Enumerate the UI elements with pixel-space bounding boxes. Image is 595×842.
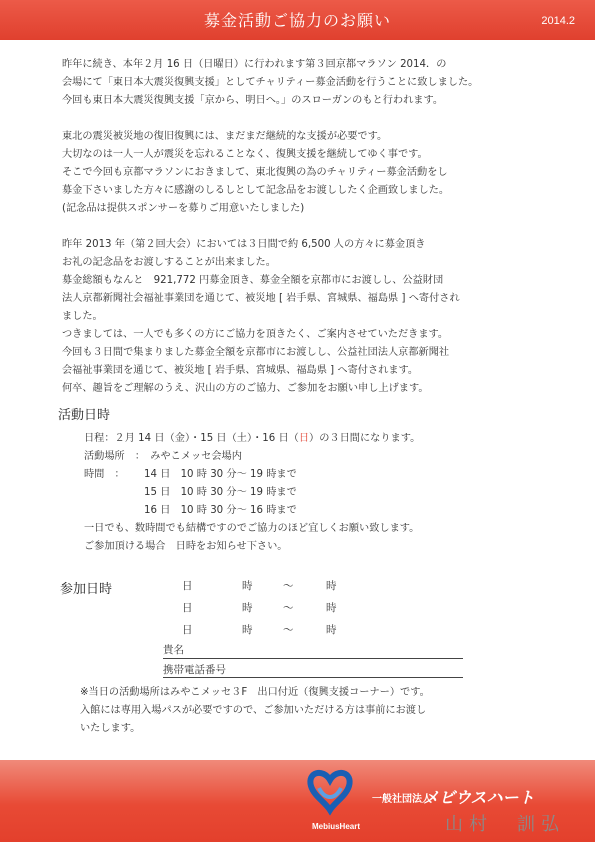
results-line: 募金総額もなんと 921,772 円募金頂き、募金全額を京都市にお渡しし、公益財団: [62, 275, 444, 286]
results-line: お礼の記念品をお渡しすることが出来ました。: [62, 257, 276, 268]
name-field-line[interactable]: [163, 658, 463, 659]
intro-line: 今回も東日本大震災復興支援「京から、明日へ。」のスローガンのもと行われます。: [62, 95, 444, 106]
phone-field-label: 携帯電話番号: [163, 664, 226, 676]
intro-line: 会場にて「東日本大震災復興支援」としてチャリティー募金活動を行うことに致しました。: [62, 77, 479, 88]
hour-end-label: 時: [326, 602, 337, 614]
results-line: 何卒、趣旨をご理解のうえ、沢山の方のご協力、ご参加をお願い申し上げます。: [62, 383, 429, 394]
activity-heading: 活動日時: [58, 408, 111, 423]
time-day-15: 15 日 10 時 30 分～ 19 時まで: [144, 487, 297, 498]
page-title: 募金活動ご協力のお願い: [203, 11, 391, 30]
support-line: 東北の震災被災地の復旧復興には、まだまだ継続的な支援が必要です。: [62, 131, 388, 142]
time-day-14: 14 日 10 時 30 分～ 19 時まで: [144, 469, 297, 480]
venue-line: 活動場所 ： みやこメッセ会場内: [84, 451, 242, 462]
signature: 山村 訓弘: [445, 814, 565, 835]
mebius-heart-logo-icon: [305, 766, 355, 822]
hour-label: 時: [242, 624, 253, 636]
hour-label: 時: [242, 602, 253, 614]
support-line: そこで今回も京都マラソンにおきまして、東北復興の為のチャリティー募金活動をし: [62, 167, 448, 178]
day-label: 日: [182, 624, 193, 636]
schedule-suffix: ）の３日間になります。: [309, 433, 421, 444]
note-line: ※当日の活動場所はみやこメッセ３F 出口付近（復興支援コーナー）です。: [80, 687, 430, 698]
results-paragraph: [62, 236, 542, 398]
results-line: 法人京都新聞社会福祉事業団を通じて、被災地 [ 岩手県、宮城県、福島県 ] へ寄付され: [62, 293, 460, 304]
support-line: (記念品は提供スポンサーを募りご用意いたしました): [62, 203, 305, 214]
support-line: 募金下さいました方々に感謝のしるしとして記念品をお渡ししたく企画致しました。: [62, 185, 450, 196]
time-day-16: 16 日 10 時 30 分～ 16 時まで: [144, 505, 297, 516]
tilde-label: ～: [283, 580, 294, 592]
intro-paragraph: [62, 56, 542, 110]
note-line: 入館には専用入場パスが必要ですので、ご参加いただける方は事前にお渡し: [80, 705, 427, 716]
note-line: いたします。: [80, 723, 141, 734]
schedule-line: [84, 430, 564, 448]
results-line: 今回も３日間で集まりました募金全額を京都市にお渡しし、公益社団法人京都新聞社: [62, 347, 450, 358]
org-name: メビウスハート: [423, 788, 535, 807]
phone-field-line[interactable]: [163, 677, 463, 678]
day-label: 日: [182, 580, 193, 592]
time-label: 時間 ：: [84, 469, 125, 480]
results-line: 昨年 2013 年（第２回大会）においては３日間で約 6,500 人の方々に募金頂き: [62, 239, 426, 250]
tilde-label: ～: [283, 602, 294, 614]
results-line: 会福祉事業団を通じて、被災地 [ 岩手県、宮城県、福島県 ] へ寄付されます。: [62, 365, 419, 376]
entry-notes: [80, 684, 560, 738]
org-type: 一般社団法人: [372, 794, 432, 805]
activity-schedule: [84, 430, 564, 556]
results-line: つきましては、一人でも多くの方にご協力を頂きたく、ご案内させていただきます。: [62, 329, 449, 340]
logo-caption: MebiusHeart: [312, 822, 361, 831]
day-label: 日: [182, 602, 193, 614]
activity-note-2: ご参加頂ける場合 日時をお知らせ下さい。: [84, 541, 288, 552]
support-line: 大切なのは一人一人が震災を忘れることなく、復興支援を継続してゆく事です。: [62, 149, 428, 160]
name-field-label: 貴名: [163, 644, 184, 656]
schedule-prefix: 日程：２月 14 日（金）・15 日（土）・16 日（: [84, 433, 299, 444]
participation-heading: 参加日時: [60, 582, 113, 597]
header-banner: [0, 0, 595, 40]
hour-label: 時: [242, 580, 253, 592]
results-line: ました。: [62, 311, 103, 322]
hour-end-label: 時: [326, 624, 337, 636]
time-line: [84, 466, 564, 484]
schedule-sunday: 日: [298, 433, 310, 444]
hour-end-label: 時: [326, 580, 337, 592]
support-paragraph: [62, 128, 542, 218]
intro-line: 昨年に続き、本年２月 16 日（日曜日）に行われます第３回京都マラソン 2014．の: [62, 59, 447, 70]
tilde-label: ～: [283, 624, 294, 636]
activity-note-1: 一日でも、数時間でも結構ですのでご協力のほど宜しくお願い致します。: [84, 523, 420, 534]
issue-date: 2014.2: [541, 15, 575, 27]
